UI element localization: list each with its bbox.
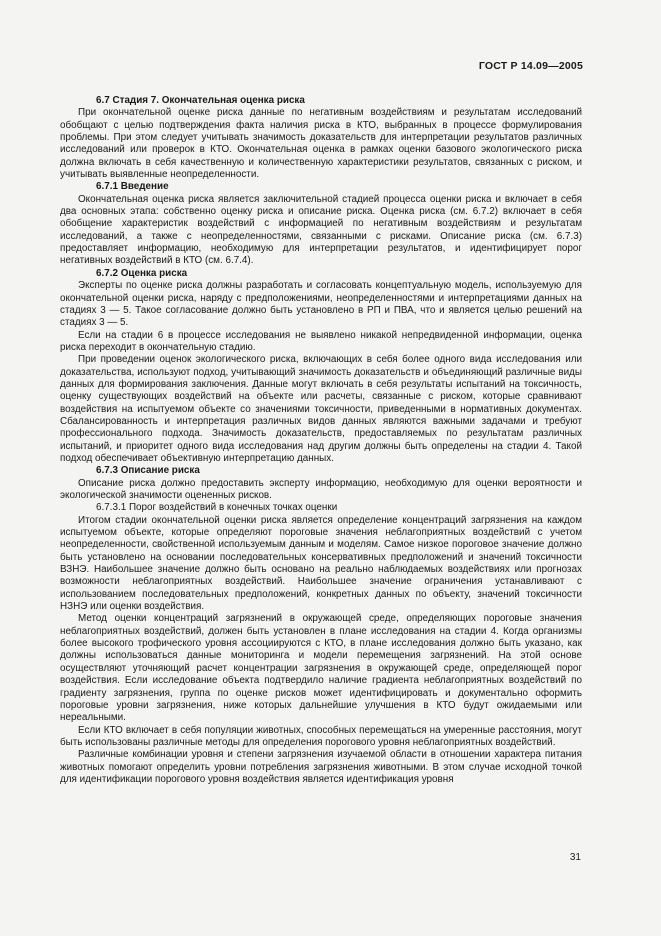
standard-header: ГОСТ Р 14.09—2005 xyxy=(478,60,583,72)
paragraph: Если КТО включает в себя популяции животных, способных перемещаться на умеренные расстояния, могут быть использованы различные методы для определения порогового уровня неблагоприятных воздействий. xyxy=(60,724,582,748)
paragraph: При проведении оценок экологического риска, включающих в себя более одного вида исследования или доказательства, используют подход, учитывающий значимость доказательств и объединяющий различные виды данных для формирования заключения. Данные могут включать в себя результаты испытаний на токсичность, оценку существующих воздействий на объекте или расчеты, связанные с риском, которые сравнивают воздействия на испытуемом объекте со значениями токсичности, приведенными в нормативных документах. Сбалансированность и интерпретация различных видов данных являются важными задачами и требуют профессионального подхода. Значимость доказательств, предоставляемых по результатам различных испытаний, и приоритет одного вида исследования над другим должны быть определены на стадии 4. Такой подход обеспечивает объективную интерпретацию данных. xyxy=(60,354,582,464)
section-heading-6-7-3: 6.7.3 Описание риска xyxy=(96,465,200,477)
paragraph: Различные комбинации уровня и степени загрязнения изучаемой области в отношении характера питания животных помогают определить уровни потребления загрязнения животными. В этом случае исходной точкой для идентификации порогового уровня воздействия является идентификация уровня xyxy=(60,749,582,785)
paragraph: Если на стадии 6 в процессе исследования не выявлено никакой непредвиденной информации, оценка риска переходит в окончательную стадию. xyxy=(60,329,582,353)
section-heading-6-7-1: 6.7.1 Введение xyxy=(96,181,169,193)
paragraph: Окончательная оценка риска является заключительной стадией процесса оценки риска и включает в себя два основных этапа: собственно оценку риска и описание риска. Оценка риска (см. 6.7.2) включает в себя обобщение характеристик воздействий с информацией по негативным воздействиям и результатам исследований, а также с неопределенностями, связанными с рисками. Описание риска (см. 6.7.3) предоставляет информацию, необходимую для интерпретации результатов, и идентифицирует порог негативных воздействий в КТО (см. 6.7.4). xyxy=(60,193,582,267)
paragraph: Метод оценки концентраций загрязнений в окружающей среде, определяющих пороговые значения неблагоприятных воздействий, должен быть установлен в плане исследования на стадии 4. Когда организмы более высокого трофического уровня ассоциируются с КТО, в плане исследования должно быть указано, как должны использоваться данные мониторинга и модели перемещения загрязнений. На этой основе осуществляют уточняющий расчет концентрации загрязнения в окружающей среде, определяющей порог воздействия. Если исследование объекта подтвердило наличие градиента неблагоприятных воздействий по градиенту загрязнения, группа по оценке рисков может идентифицировать и документально оформить пороговые уровни загрязнения, ниже которых дальнейшие улучшения в КТО будут ожидаемыми или нереальными. xyxy=(60,613,582,724)
paragraph: Описание риска должно предоставить эксперту информацию, необходимую для оценки вероятности и экологической значимости оцененных рисков. xyxy=(60,477,582,501)
paragraph: При окончательной оценке риска данные по негативным воздействиям и результатам исследований обобщают с целью подтверждения факта наличия риска в КТО, выбранных в процессе формулирования проблемы. При этом следует учитывать значимость доказательств для интерпретации результатов различных исследований или проверок в КТО. Окончательная оценка в рамках оценки базового экологического риска должна включать в себя качественную и количественную характеристики результатов, связанных с риском, и учитывать выявленные неопределенности. xyxy=(60,107,582,181)
section-heading-6-7-2: 6.7.2 Оценка риска xyxy=(96,267,188,279)
page-number: 31 xyxy=(569,852,581,863)
paragraph: Эксперты по оценке риска должны разработать и согласовать концептуальную модель, используемую для окончательной оценки риска, наряду с предположениями, неопределенностями и интерпретациями данных на стадиях 3 — 5. Такое согласование должно быть установлено в РП и ПВА, что и является целью решений на стадиях 3 — 5. xyxy=(60,280,582,329)
paragraph: Итогом стадии окончательной оценки риска является определение концентраций загрязнения на каждом испытуемом объекте, которые определяют пороговые значения неблагоприятных воздействий с учетом неопределенности, свойственной используемым данным и моделям. Самое низкое пороговое значение должно быть установлено на основании последовательных консервативных предположений и значений токсичности ВЗНЭ. Наибольшее значение должно быть основано на реально наблюдаемых воздействиях или прогнозах возможности неблагоприятных воздействий. Наибольшее значение ограничения устанавливают с использованием последовательных предположений, конкретных данных по объекту, значений токсичности НЗНЭ или оценки воздействия. xyxy=(60,514,582,613)
subsection-heading-6-7-3-1: 6.7.3.1 Порог воздействий в конечных точках оценки xyxy=(96,502,338,514)
page-body xyxy=(60,95,582,786)
section-heading-6-7: 6.7 Стадия 7. Окончательная оценка риска xyxy=(96,95,305,106)
